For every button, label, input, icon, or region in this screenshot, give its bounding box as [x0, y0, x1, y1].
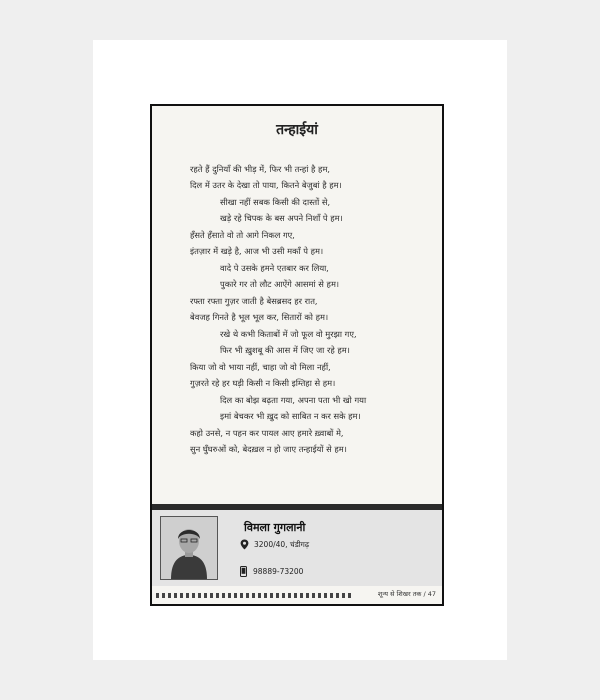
author-portrait-icon	[161, 517, 217, 579]
author-phone: 98889-73200	[253, 567, 304, 576]
author-photo	[160, 516, 218, 580]
location-pin-icon	[240, 539, 249, 550]
poem-line: वादे पे उसके हमने एतबार कर लिया,	[220, 263, 329, 273]
author-panel	[152, 510, 442, 586]
footer-ornament	[156, 593, 352, 598]
author-address: 3200/40, चंडीगढ़	[254, 539, 310, 549]
poem-line: सीखा नहीं सबक किसी की दास्तों से,	[220, 197, 331, 207]
poem-line: फिर भी ख़ुशबू की आस में जिए जा रहे हम।	[220, 345, 350, 355]
poem-line: कहो उनसे, न पहन कर पायल आए हमारे ख़्वाबों मे,	[190, 428, 344, 438]
poem-line: दिल में उतर के देखा तो पाया, कितने बेजुबां है हम।	[190, 180, 342, 190]
poem-line: हँसते हँसाते वो तो आगे निकल गए,	[190, 230, 295, 240]
poem-line: इमां बेचकर भी ख़ुद को साबित न कर सके हम।	[220, 411, 361, 421]
mobile-phone-icon	[240, 566, 247, 577]
poem-line: रफ्ता रफ्ता गुज़र जाती है बेसब्रसद हर रात,	[190, 296, 318, 306]
poem-line: रखे थे कभी किताबों में जो फूल वो मुरझा गए,	[220, 329, 357, 339]
poem-line: पुकारे गर तो लौट आऐंगे आसमां से हम।	[220, 279, 340, 289]
poem-line: सुन घुँघरुओं को, बेदख़ल न हो जाए तन्हाईयों से हम।	[190, 444, 347, 454]
poem-title: तन्हाईयां	[276, 122, 318, 138]
author-address-row	[240, 539, 309, 550]
poem-line: किया जो वो भाया नहीं, चाहा जो वो मिला नहीं,	[190, 362, 331, 372]
poem-line: बेवजह गिनते है भूल भूल कर, सितारों को हम।	[190, 312, 329, 322]
poem-line: इंतज़ार में खड़े है, आज भी उसी मकाँ पे हम।	[190, 246, 324, 256]
book-page	[150, 104, 444, 606]
poem-line: खड़े रहे चिपक के बस अपने निशाँ पे हम।	[220, 213, 343, 223]
author-name: विमला गुगलानी	[244, 521, 306, 534]
poem-line: रहते हैं दुनियाँ की भीड़ में, फिर भी तन्हां है हम,	[190, 164, 331, 174]
poem-line: गुज़रते रहे हर घड़ी किसी न किसी इम्तिहा से हम।	[190, 378, 336, 388]
poem-line: दिल का बोझ बढ़ता गया, अपना पता भी खो गया	[220, 395, 367, 405]
footer-page-reference: शून्य से शिखर तक / 47	[377, 590, 436, 598]
author-phone-row	[240, 566, 303, 577]
page-footer	[152, 586, 442, 604]
